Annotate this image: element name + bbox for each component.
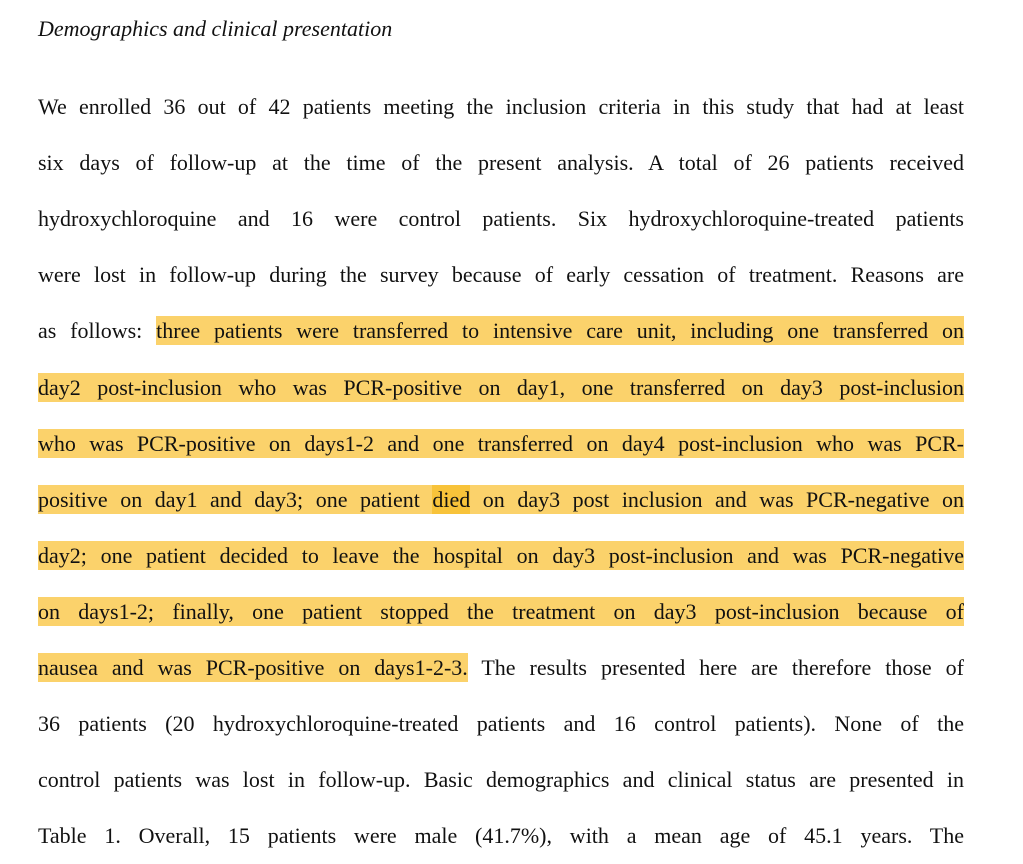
text-span: We enrolled 36 out of 42 patients meeting the inclusion criteria in this study that had at least: [38, 94, 964, 119]
highlighted-text: positive on day1 and day3; one patient: [38, 487, 433, 512]
text-line: [38, 709, 964, 739]
text-line: [38, 148, 964, 178]
text-line: [38, 429, 964, 459]
text-span: 36 patients (20 hydroxychloroquine-treated patients and 16 control patients). None of the: [38, 711, 964, 736]
text-span: hydroxychloroquine and 16 were control patients. Six hydroxychloroquine-treated patients: [38, 206, 964, 231]
highlighted-text: three patients were transferred to intensive care unit, including one transferred on: [156, 318, 964, 343]
text-span: six days of follow-up at the time of the present analysis. A total of 26 patients received: [38, 150, 964, 175]
text-line: [38, 653, 964, 683]
highlighted-term: died: [432, 487, 471, 512]
text-line: [38, 316, 964, 346]
text-span: control patients was lost in follow-up. Basic demographics and clinical status are presented in: [38, 767, 964, 792]
text-line: [38, 541, 964, 571]
highlighted-text: nausea and was PCR-positive on days1-2-3.: [38, 655, 468, 680]
highlighted-text: on day3 post inclusion and was PCR-negative on: [470, 487, 964, 512]
text-line: [38, 821, 964, 851]
text-line: [38, 204, 964, 234]
text-span: The results presented here are therefore those of: [467, 655, 964, 680]
text-span: as follows:: [38, 318, 157, 343]
highlighted-text: on days1-2; finally, one patient stopped the treatment on day3 post-inclusion because of: [38, 599, 964, 624]
text-line: [38, 597, 964, 627]
text-line: [38, 92, 964, 122]
highlighted-text: who was PCR-positive on days1-2 and one transferred on day4 post-inclusion who was PCR-: [38, 431, 964, 456]
text-line: [38, 373, 964, 403]
section-heading: Demographics and clinical presentation: [38, 16, 393, 41]
text-line: [38, 485, 964, 515]
text-line: [38, 260, 964, 290]
highlighted-text: day2; one patient decided to leave the hospital on day3 post-inclusion and was PCR-negative: [38, 543, 964, 568]
text-span: were lost in follow-up during the survey because of early cessation of treatment. Reasons are: [38, 262, 964, 287]
text-line: [38, 765, 964, 795]
text-span: Table 1. Overall, 15 patients were male (41.7%), with a mean age of 45.1 years. The: [38, 823, 964, 848]
highlighted-text: day2 post-inclusion who was PCR-positive on day1, one transferred on day3 post-inclusion: [38, 375, 964, 400]
